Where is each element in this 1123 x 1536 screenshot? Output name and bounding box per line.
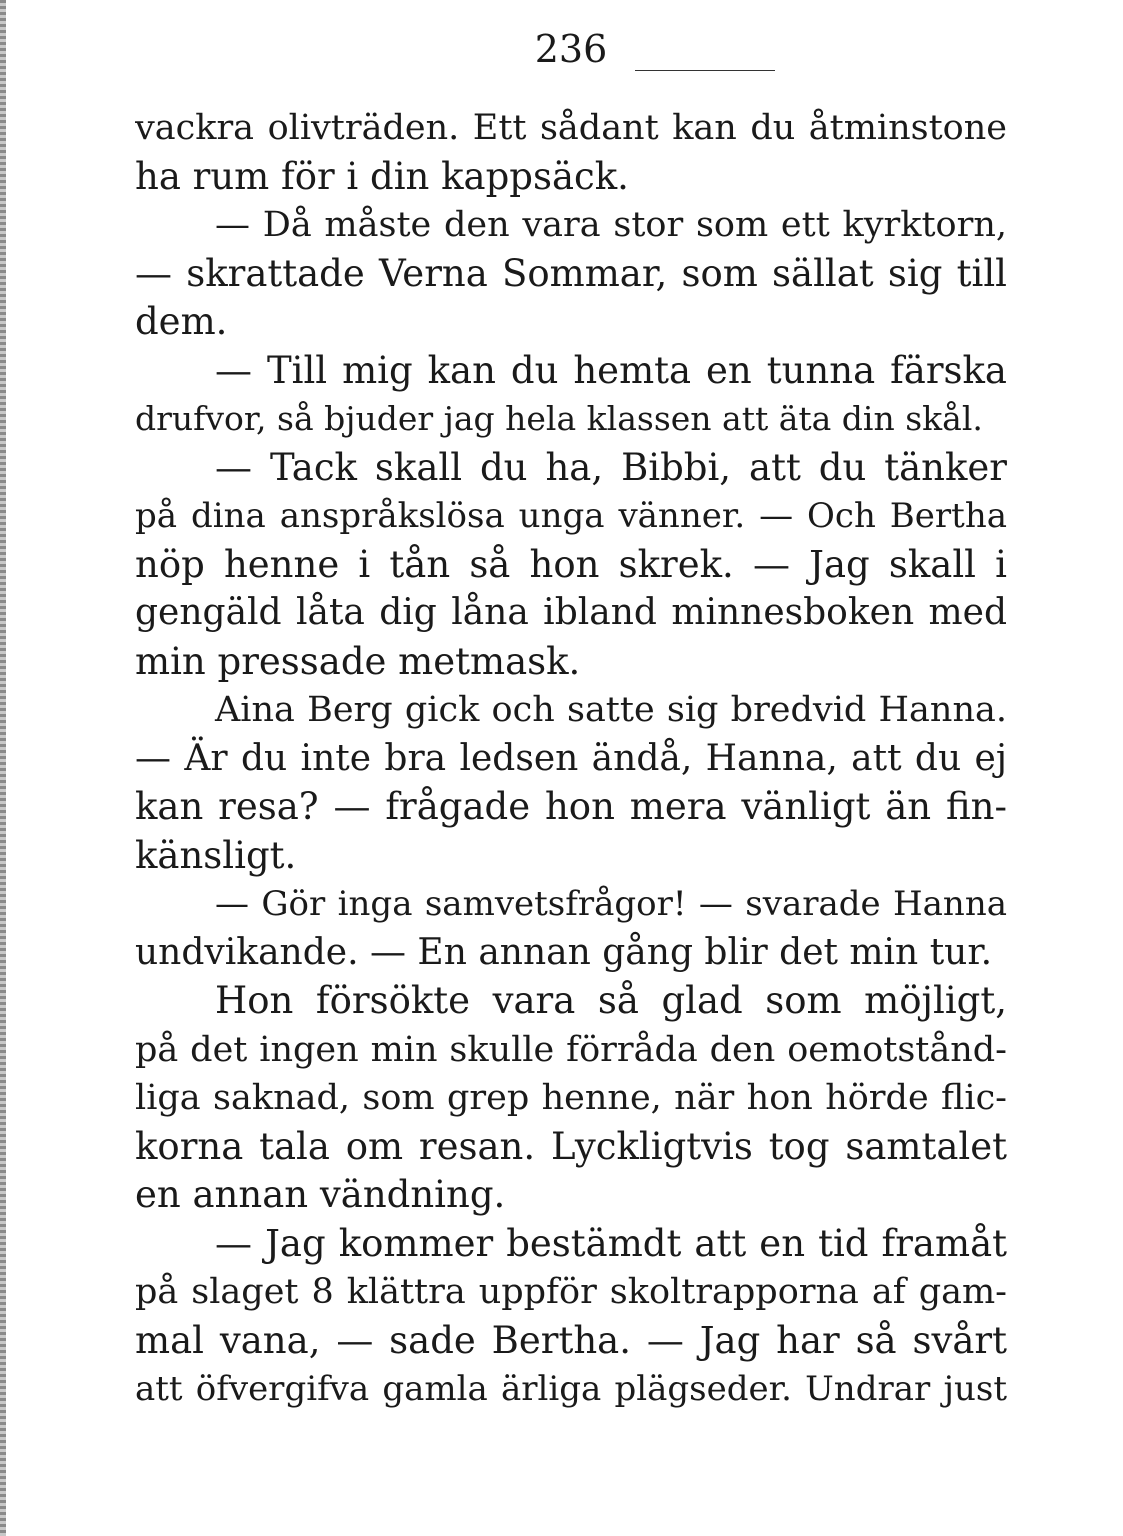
- text-line: på det ingen min skulle förråda den oemotstånd-: [135, 1029, 1007, 1070]
- text-line: — Är du inte bra ledsen ändå, Hanna, att du ej: [135, 737, 1007, 779]
- text-line: på slaget 8 klättra uppför skoltrapporna af gam-: [135, 1272, 1007, 1312]
- page-number: 236: [534, 27, 608, 71]
- text-line: — Jag kommer bestämdt att en tid framåt: [215, 1221, 1007, 1265]
- scanned-page-edge: [0, 0, 6, 1536]
- text-line: kan resa? — frågade hon mera vänligt än fin-: [135, 785, 1007, 828]
- book-page: [135, 26, 1007, 1414]
- text-line: — Till mig kan du hemta en tunna färska: [215, 348, 1007, 392]
- text-line: Hon försökte vara så glad som möjligt,: [215, 979, 1007, 1022]
- text-line: — skrattade Verna Sommar, som sällat sig till: [135, 251, 1007, 295]
- text-line: gengäld låta dig låna ibland minnesboken med: [135, 592, 1007, 633]
- text-line: — Tack skall du ha, Bibbi, att du tänker: [215, 445, 1007, 489]
- text-line: vackra olivträden. Ett sådant kan du åtminstone: [135, 108, 1007, 148]
- text-line: känsligt.: [135, 833, 297, 877]
- page-number-rule: [635, 70, 775, 71]
- text-line: på dina anspråkslösa unga vänner. — Och Bertha: [135, 496, 1007, 536]
- text-line: drufvor, så bjuder jag hela klassen att äta din skål.: [135, 399, 983, 438]
- text-line: min pressade metmask.: [135, 639, 581, 683]
- text-line: — Då måste den vara stor som ett kyrktorn,: [215, 205, 1007, 245]
- text-line: dem.: [135, 300, 228, 343]
- text-line: Aina Berg gick och satte sig bredvid Hanna.: [215, 690, 1007, 730]
- text-line: mal vana, — sade Bertha. — Jag har så svårt: [135, 1318, 1007, 1362]
- body-text: [135, 104, 1007, 1414]
- text-line: att öfvergifva gamla ärliga plägseder. Undrar just: [135, 1369, 1007, 1409]
- text-line: — Gör inga samvetsfrågor! — svarade Hanna: [215, 884, 1007, 924]
- text-line: liga saknad, som grep henne, när hon hörde flic-: [135, 1078, 1007, 1118]
- text-line: en annan vändning.: [135, 1173, 506, 1216]
- text-line: ha rum för i din kappsäck.: [135, 154, 629, 198]
- text-line: korna tala om resan. Lyckligtvis tog samtalet: [135, 1124, 1007, 1168]
- text-line: nöp henne i tån så hon skrek. — Jag skall i: [135, 542, 1007, 586]
- text-line: undvikande. — En annan gång blir det min tur.: [135, 931, 993, 973]
